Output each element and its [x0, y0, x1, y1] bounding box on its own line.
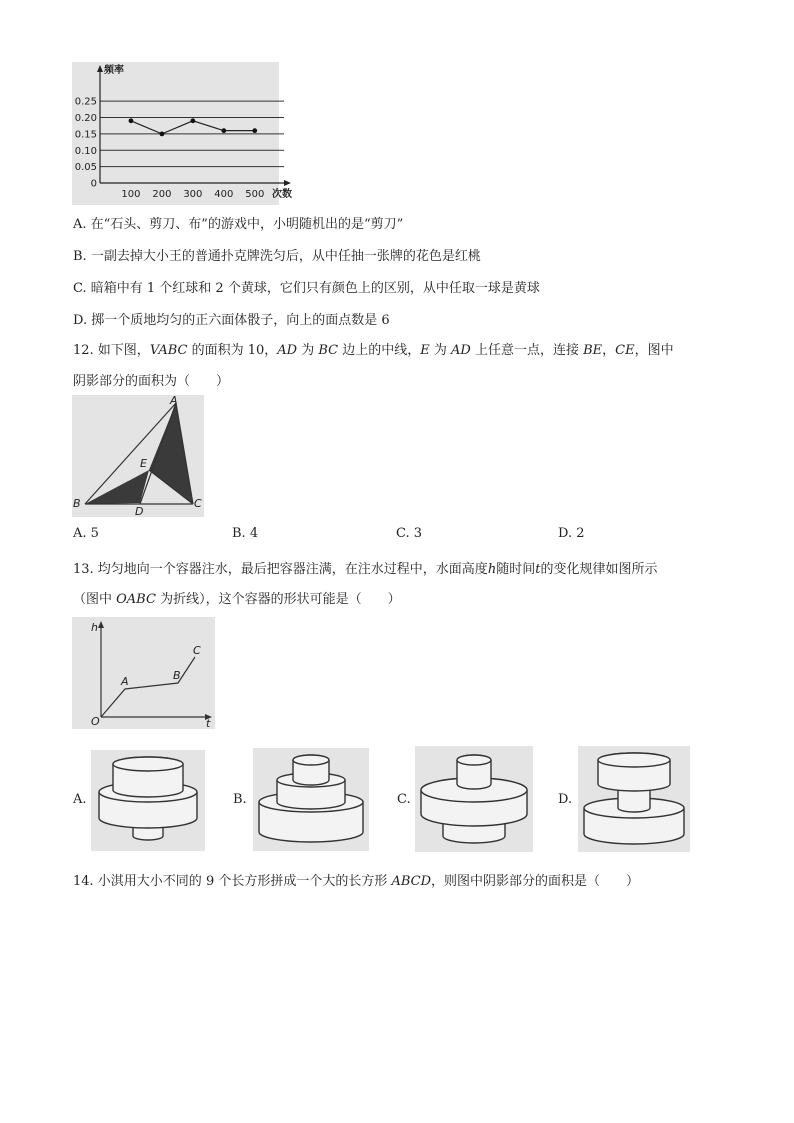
x-tick-label: 500 [245, 189, 265, 200]
y-tick-label: 0.20 [74, 113, 97, 125]
q13-option-c-label: C. [397, 792, 411, 807]
q13-height-time-graph [72, 617, 215, 729]
q13-stem-line1: 13. 均匀地向一个容器注水，最后把容器注满，在注水过程中，水面高度h随时间t的变化规律如图所示 [73, 562, 658, 577]
q13-option-d-label: D. [558, 792, 573, 807]
y-tick-label: 0 [90, 178, 97, 190]
label-c: C [193, 644, 201, 657]
q11-option-a: A. 在“石头、剪刀、布”的游戏中，小明随机出的是“剪刀” [73, 217, 404, 232]
x-axis-arrow [284, 180, 291, 186]
label-e: E [140, 457, 147, 470]
container-option-c [415, 746, 533, 852]
x-tick-label: 200 [152, 189, 172, 200]
polyline-oabc [101, 657, 195, 717]
y-axis-label: 频率 [104, 65, 124, 76]
container-option-b [253, 748, 369, 851]
q12-stem-line1: 12. 如下图，VABC 的面积为 10，AD 为 BC 边上的中线，E 为 AD 上任意一点，连接 BE，CE，图中 [73, 343, 674, 358]
q11-option-d: D. 掷一个质地均匀的正六面体骰子，向上的面点数是 6 [73, 313, 390, 328]
q12-option-c: C. 3 [396, 526, 423, 541]
label-d: D [135, 505, 144, 518]
container-option-a [91, 750, 205, 851]
q13-option-a-label: A. [73, 792, 87, 807]
triangle-diagram [73, 394, 202, 518]
q12-option-b: B. 4 [232, 526, 259, 541]
y-tick-label: 0.10 [74, 145, 97, 157]
label-t: t [206, 717, 211, 730]
data-point [190, 118, 195, 123]
height-time-diagram [91, 621, 212, 730]
x-tick-label: 400 [214, 189, 234, 200]
q13-stem-line2: （图中 OABC 为折线），这个容器的形状可能是（ ） [73, 592, 401, 607]
q12-option-a: A. 5 [73, 526, 99, 541]
label-a: A [170, 394, 178, 407]
data-point [221, 128, 226, 133]
q11-option-c: C. 暗箱中有 1 个红球和 2 个黄球，它们只有颜色上的区别，从中任取一球是黄球 [73, 281, 540, 296]
q12-option-d: D. 2 [558, 526, 585, 541]
frequency-line-chart [72, 62, 292, 205]
label-c: C [194, 497, 202, 510]
q12-triangle-figure [72, 395, 204, 517]
data-point [129, 118, 134, 123]
frequency-chart-figure [72, 62, 292, 205]
y-tick-label: 0.15 [74, 129, 97, 141]
shaded-region-bed [85, 470, 149, 504]
label-b: B [73, 497, 81, 510]
q14-stem: 14. 小淇用大小不同的 9 个长方形拼成一个大的长方形 ABCD，则图中阴影部分的面积是（ ） [73, 874, 640, 889]
x-tick-label: 100 [121, 189, 141, 200]
q12-stem-line2: 阴影部分的面积为（ ） [73, 374, 230, 389]
container-option-d [578, 746, 690, 852]
data-point [252, 128, 257, 133]
label-b: B [173, 669, 181, 682]
label-o: O [91, 715, 100, 728]
x-tick-label: 300 [183, 189, 203, 200]
label-h: h [91, 621, 98, 634]
label-a: A [121, 675, 129, 688]
y-axis-arrow [97, 65, 103, 72]
y-tick-label: 0.25 [74, 96, 97, 108]
x-axis-label: 次数 [272, 189, 292, 200]
q13-option-b-label: B. [233, 792, 247, 807]
q11-option-b: B. 一副去掉大小王的普通扑克牌洗匀后，从中任抽一张牌的花色是红桃 [73, 249, 481, 264]
data-point [160, 132, 165, 137]
y-tick-label: 0.05 [74, 162, 97, 174]
